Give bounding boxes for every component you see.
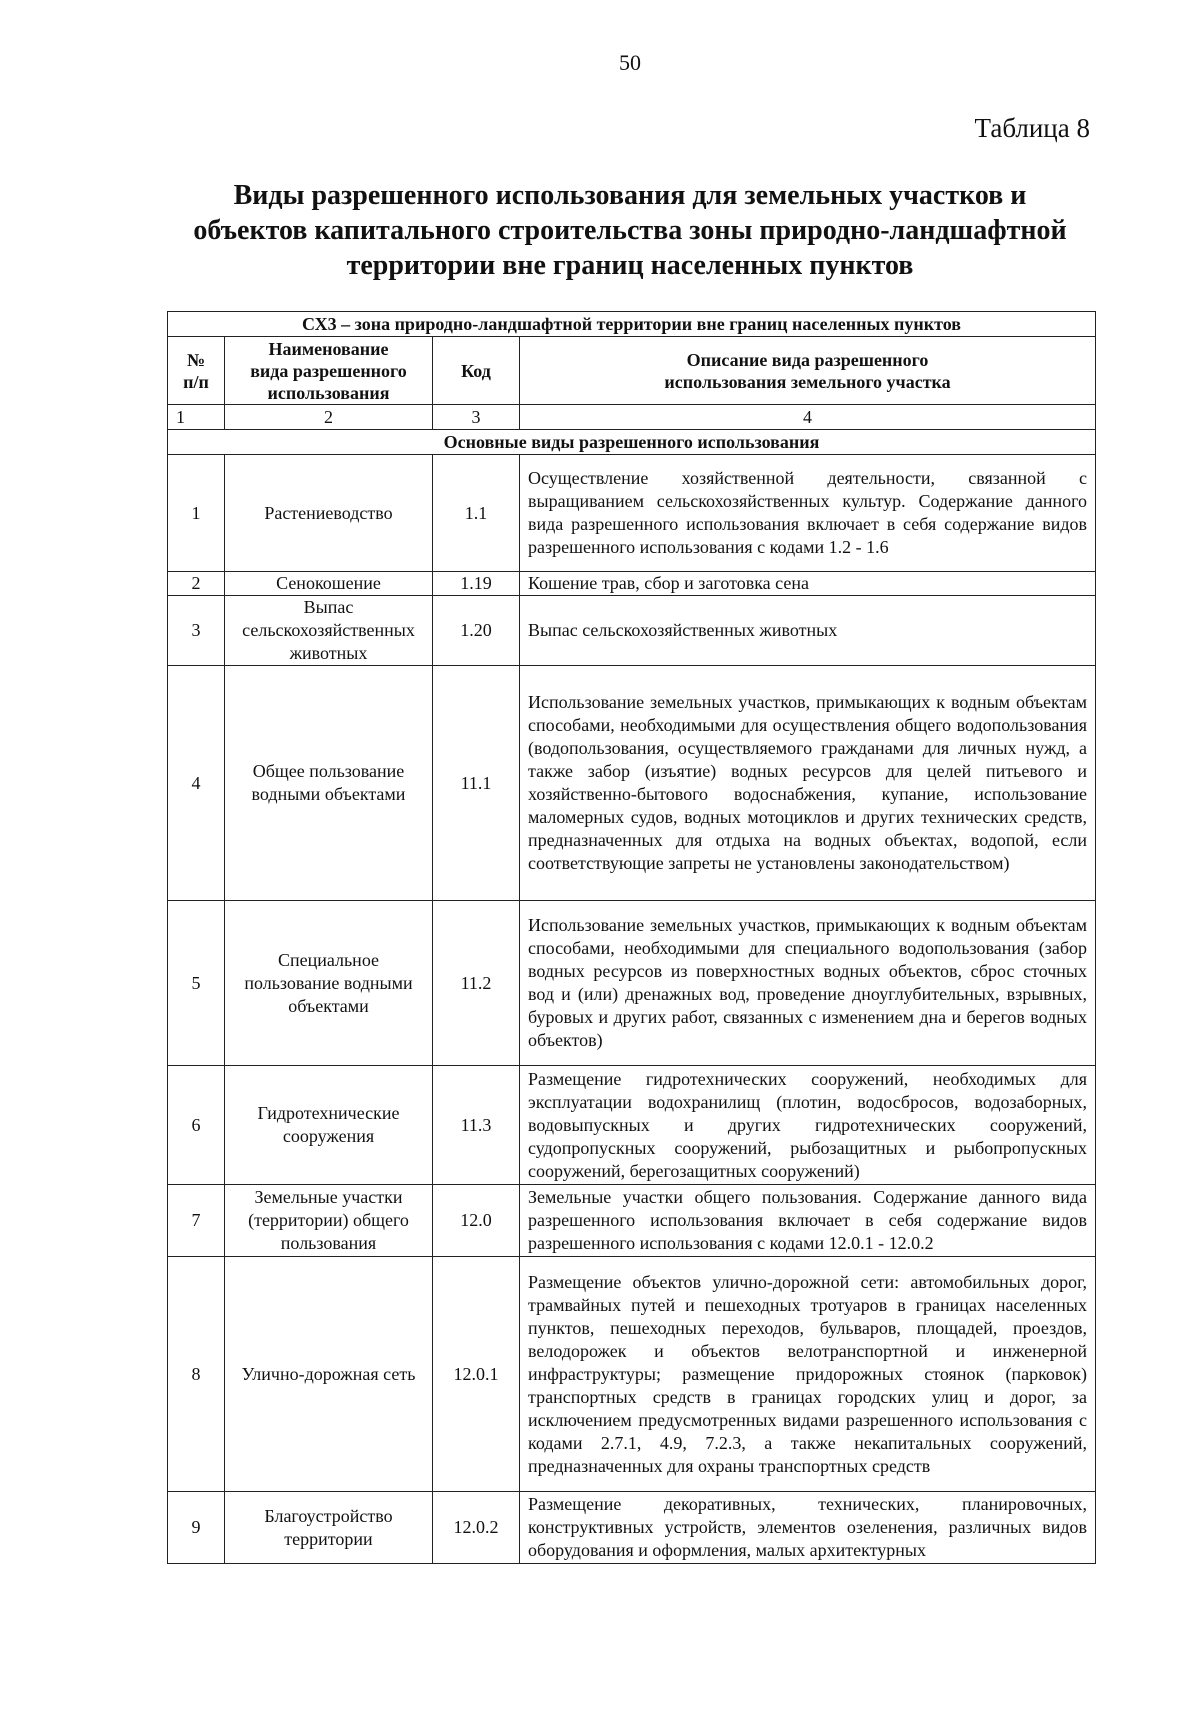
row-code: 11.3 — [433, 1066, 520, 1185]
document-title — [150, 178, 1110, 283]
row-code: 1.20 — [433, 596, 520, 666]
row-use-name: Сенокошение — [225, 572, 433, 596]
column-number-4: 4 — [520, 405, 1096, 430]
row-code: 12.0 — [433, 1185, 520, 1257]
row-code: 11.1 — [433, 666, 520, 901]
table-row — [168, 666, 1096, 901]
table-label: Таблица 8 — [974, 113, 1090, 143]
header-code: Код — [433, 337, 520, 405]
row-description: Размещение гидротехнических сооружений, необходимых для эксплуатации водохранилищ (плотин, водосбросов, водозаборных, водовыпускных и других гидротехнических сооружений, судопропускных сооружений, рыбозащитных и рыбопропускных сооружений, берегозащитных сооружений) — [520, 1066, 1096, 1185]
column-number-2: 2 — [225, 405, 433, 430]
row-description: Использование земельных участков, примыкающих к водным объектам способами, необходимыми для осуществления общего водопользования (водопользования, осуществляемого гражданами для личных нужд, а также забор (изъятие) водных ресурсов для целей питьевого и хозяйственно-бытового водоснабжения, купание, использование маломерных судов, водных мотоциклов и других технических средств, предназначенных для отдыха на водных объектах, водопой, если соответствующие запреты не установлены законодательством) — [520, 666, 1096, 901]
page-number: 50 — [619, 50, 641, 75]
title-line-3: территории вне границ населенных пунктов — [346, 250, 914, 281]
table-row — [168, 1257, 1096, 1492]
zone-header: СХ3 – зона природно-ландшафтной территории вне границ населенных пунктов — [168, 312, 1096, 337]
row-description: Размещение декоративных, технических, планировочных, конструктивных устройств, элементов озеленения, различных видов оборудования и оформления, малых архитектурных — [520, 1492, 1096, 1564]
table-row — [168, 596, 1096, 666]
table-row — [168, 1185, 1096, 1257]
row-description: Выпас сельскохозяйственных животных — [520, 596, 1096, 666]
header-use-name: Наименование вида разрешенного использования — [225, 337, 433, 405]
title-line-2: объектов капитального строительства зоны природно-ландшафтной — [193, 215, 1067, 246]
row-use-name: Гидротехнические сооружения — [225, 1066, 433, 1185]
land-use-table — [167, 311, 1096, 1564]
title-line-1: Виды разрешенного использования для земельных участков и — [233, 180, 1027, 211]
row-code: 11.2 — [433, 901, 520, 1066]
section-title: Основные виды разрешенного использования — [168, 430, 1096, 455]
row-code: 1.19 — [433, 572, 520, 596]
row-number: 5 — [168, 901, 225, 1066]
row-number: 8 — [168, 1257, 225, 1492]
row-description: Размещение объектов улично-дорожной сети: автомобильных дорог, трамвайных путей и пешеходных тротуаров в границах населенных пунктов, пешеходных переходов, бульваров, площадей, проездов, велодорожек и объектов велотранспортной и инженерной инфраструктуры; размещение придорожных стоянок (парковок) транспортных средств в границах городских улиц и дорог, за исключением предусмотренных видами разрешенного использования с кодами 2.7.1, 4.9, 7.2.3, а также некапитальных сооружений, предназначенных для охраны транспортных средств — [520, 1257, 1096, 1492]
row-number: 3 — [168, 596, 225, 666]
table-row — [168, 1492, 1096, 1564]
header-description: Описание вида разрешенного использования земельного участка — [520, 337, 1096, 405]
table-row — [168, 1066, 1096, 1185]
row-use-name: Улично-дорожная сеть — [225, 1257, 433, 1492]
row-use-name: Общее пользование водными объектами — [225, 666, 433, 901]
row-description: Земельные участки общего пользования. Содержание данного вида разрешенного использования включает в себя содержание видов разрешенного использования с кодами 12.0.1 - 12.0.2 — [520, 1185, 1096, 1257]
row-description: Осуществление хозяйственной деятельности, связанной с выращиванием сельскохозяйственных культур. Содержание данного вида разрешенного использования включает в себя содержание видов разрешенного использования с кодами 1.2 - 1.6 — [520, 455, 1096, 572]
row-number: 2 — [168, 572, 225, 596]
row-number: 9 — [168, 1492, 225, 1564]
row-use-name: Выпас сельскохозяйственных животных — [225, 596, 433, 666]
row-description: Использование земельных участков, примыкающих к водным объектам способами, необходимыми для специального водопользования (забор водных ресурсов из поверхностных водных объектов, сброс сточных вод и (или) дренажных вод, проведение дноуглубительных, взрывных, буровых и других работ, связанных с изменением дна и берегов водных объектов) — [520, 901, 1096, 1066]
row-use-name: Благоустройство территории — [225, 1492, 433, 1564]
row-code: 12.0.1 — [433, 1257, 520, 1492]
header-number: № п/п — [168, 337, 225, 405]
row-use-name: Растениеводство — [225, 455, 433, 572]
row-number: 1 — [168, 455, 225, 572]
row-code: 12.0.2 — [433, 1492, 520, 1564]
column-number-3: 3 — [433, 405, 520, 430]
table-row — [168, 572, 1096, 596]
row-use-name: Земельные участки (территории) общего пользования — [225, 1185, 433, 1257]
table-row — [168, 901, 1096, 1066]
row-number: 4 — [168, 666, 225, 901]
row-use-name: Специальное пользование водными объектами — [225, 901, 433, 1066]
row-code: 1.1 — [433, 455, 520, 572]
row-number: 7 — [168, 1185, 225, 1257]
row-description: Кошение трав, сбор и заготовка сена — [520, 572, 1096, 596]
table-row — [168, 455, 1096, 572]
row-number: 6 — [168, 1066, 225, 1185]
column-number-1: 1 — [168, 405, 225, 430]
